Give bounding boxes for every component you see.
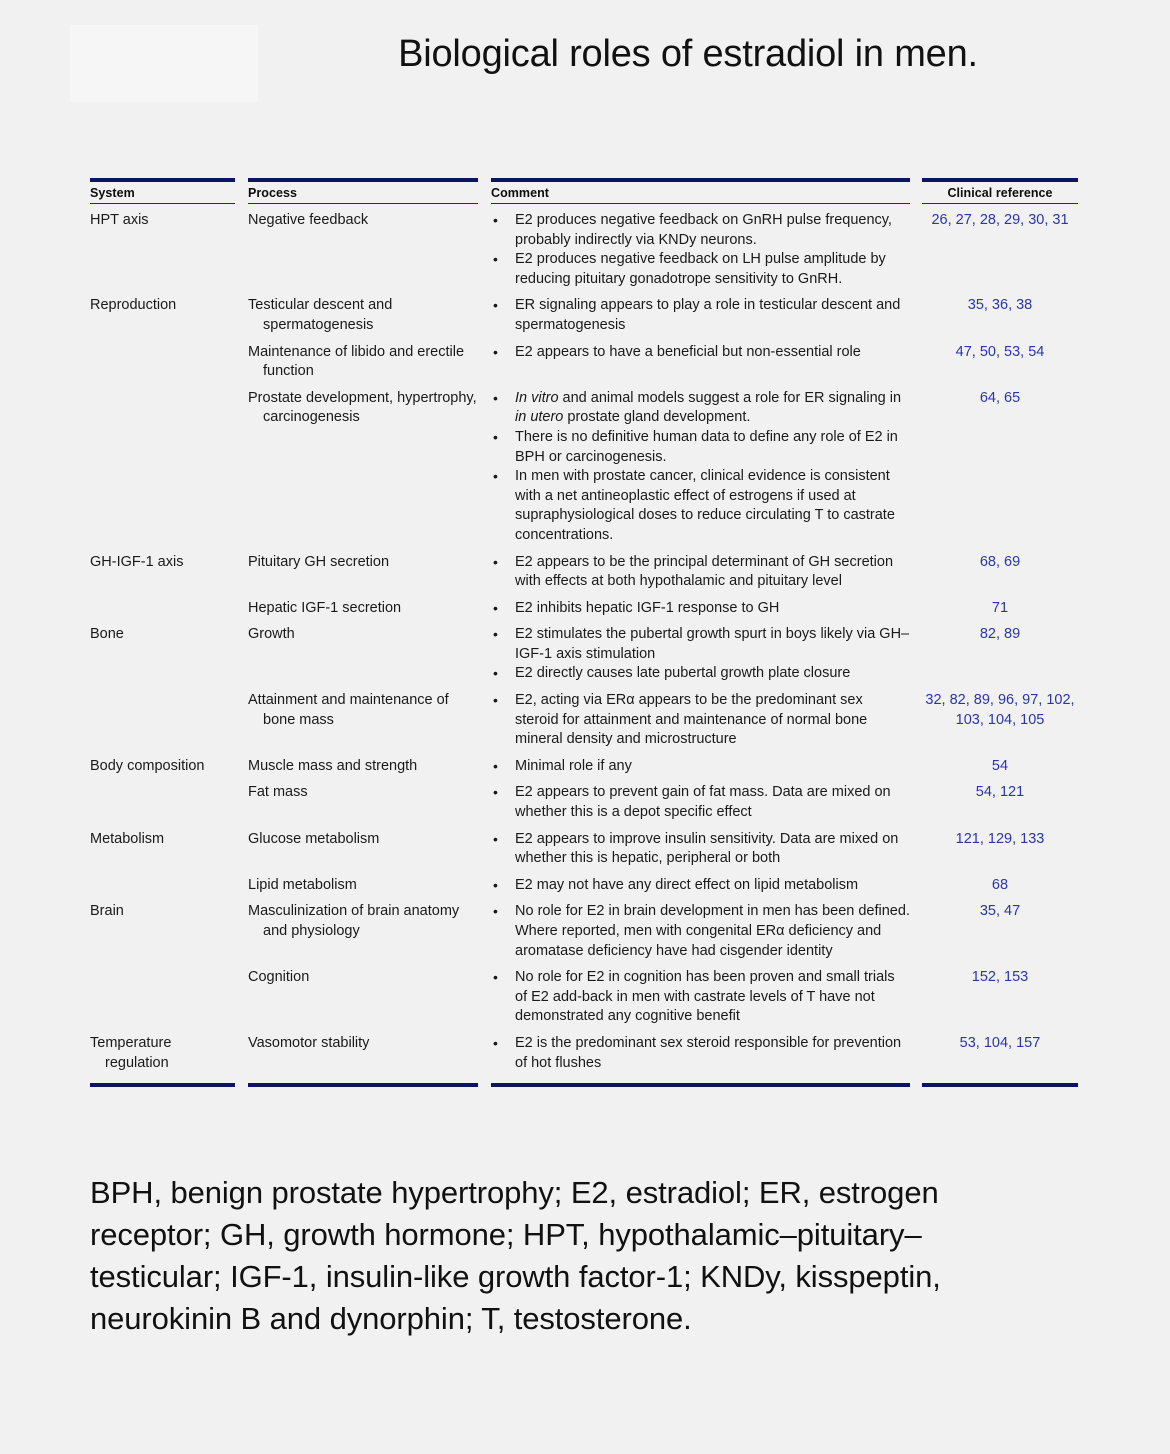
cell-comment (491, 336, 910, 382)
table-row (90, 750, 1078, 777)
cell-gap (478, 382, 491, 546)
cell-gap (910, 869, 922, 896)
cell-comment (491, 895, 910, 961)
bullet-icon: • (493, 428, 498, 445)
table-row (90, 684, 1078, 750)
rule-segment (90, 1085, 235, 1087)
comment-item: • No role for E2 in cognition has been proven and small trials of E2 add-back in men with castrate levels of T have not demonstrated any cognitive benefit (493, 969, 895, 1025)
bullet-icon: • (493, 297, 498, 314)
cell-comment (491, 382, 910, 546)
cell-process (248, 289, 478, 335)
process-label: Fat mass (248, 784, 308, 801)
cell-gap (235, 776, 248, 822)
cell-clinical-reference (922, 382, 1078, 546)
emphasis-text: In vitro (515, 389, 559, 406)
cell-gap (235, 289, 248, 335)
table-row (90, 895, 1078, 961)
cell-comment (491, 776, 910, 822)
cell-gap (910, 336, 922, 382)
cell-system (90, 618, 235, 684)
cell-comment (491, 1027, 910, 1085)
cell-comment (491, 618, 910, 684)
reference-numbers: 47, 50, 53, 54 (955, 343, 1045, 360)
bullet-icon: • (493, 969, 498, 986)
rule-segment (248, 1085, 478, 1087)
cell-system (90, 592, 235, 619)
cell-clinical-reference (922, 618, 1078, 684)
cell-system (90, 289, 235, 335)
cell-gap (478, 895, 491, 961)
cell-comment (491, 961, 910, 1027)
table-row (90, 592, 1078, 619)
comment-list (491, 830, 910, 869)
comment-list (491, 902, 910, 961)
table-row (90, 869, 1078, 896)
reference-numbers: 82, 89 (979, 626, 1021, 643)
cell-system (90, 546, 235, 592)
bullet-icon: • (493, 468, 498, 485)
table-row (90, 776, 1078, 822)
cell-process (248, 823, 478, 869)
column-header-process: Process (248, 180, 478, 204)
cell-gap (235, 592, 248, 619)
cell-process (248, 382, 478, 546)
reference-numbers: 68, 69 (979, 553, 1021, 570)
cell-system (90, 750, 235, 777)
cell-gap (910, 546, 922, 592)
cell-system (90, 869, 235, 896)
system-label: GH-IGF-1 axis (90, 553, 184, 570)
bullet-icon: • (493, 389, 498, 406)
cell-gap (910, 895, 922, 961)
comment-item: • In vitro and animal models suggest a role for ER signaling in in utero prostate gland development. (493, 389, 902, 426)
reference-numbers: 64, 65 (979, 389, 1021, 406)
system-label: Reproduction (90, 297, 177, 314)
comment-item: • E2 appears to improve insulin sensitivity. Data are mixed on whether this is hepatic, peripheral or both (493, 830, 899, 867)
estradiol-roles-table (90, 178, 1078, 1087)
cell-comment (491, 823, 910, 869)
system-label: Brain (90, 903, 124, 920)
cell-process (248, 204, 478, 290)
cell-gap (235, 618, 248, 684)
comment-list (491, 968, 910, 1027)
cell-comment (491, 869, 910, 896)
table-row (90, 1027, 1078, 1085)
comment-list (491, 1034, 910, 1073)
header-band (0, 0, 1170, 128)
process-label: Glucose metabolism (248, 830, 380, 847)
table-header-row (90, 180, 1078, 204)
cell-gap (478, 289, 491, 335)
cell-gap (910, 823, 922, 869)
cell-gap (235, 869, 248, 896)
reference-numbers: 35, 36, 38 (967, 297, 1033, 314)
bullet-icon: • (493, 903, 498, 920)
page-title: Biological roles of estradiol in men. (398, 33, 978, 75)
bullet-icon: • (493, 599, 498, 616)
cell-gap (910, 618, 922, 684)
comment-item: • E2 is the predominant sex steroid responsible for prevention of hot flushes (493, 1034, 902, 1071)
comment-list (491, 625, 910, 684)
system-label: Bone (90, 626, 124, 643)
cell-gap (910, 684, 922, 750)
cell-clinical-reference (922, 592, 1078, 619)
cell-clinical-reference (922, 895, 1078, 961)
cell-gap (478, 869, 491, 896)
bullet-icon: • (493, 553, 498, 570)
table-body (90, 204, 1078, 1088)
cell-gap (235, 750, 248, 777)
cell-gap (478, 618, 491, 684)
cell-system (90, 776, 235, 822)
comment-item: • E2 appears to prevent gain of fat mass. Data are mixed on whether this is a depot specific effect (493, 784, 891, 821)
cell-comment (491, 546, 910, 592)
system-label: Metabolism (90, 830, 165, 847)
cell-system (90, 895, 235, 961)
process-label: Attainment and maintenance of bone mass (248, 692, 449, 728)
table-row (90, 204, 1078, 290)
process-label: Cognition (248, 969, 310, 986)
rule-segment (491, 1085, 910, 1087)
cell-system (90, 382, 235, 546)
cell-system (90, 684, 235, 750)
rule-gap (478, 1085, 491, 1087)
process-label: Testicular descent and spermatogenesis (248, 297, 393, 333)
table-row (90, 546, 1078, 592)
cell-gap (478, 961, 491, 1027)
comment-list (491, 296, 910, 335)
bullet-icon: • (493, 830, 498, 847)
reference-numbers: 152, 153 (971, 969, 1029, 986)
cell-gap (910, 592, 922, 619)
comment-item: • E2 inhibits hepatic IGF-1 response to GH (491, 599, 910, 619)
cell-clinical-reference (922, 546, 1078, 592)
process-label: Negative feedback (248, 212, 369, 228)
cell-clinical-reference (922, 750, 1078, 777)
reference-numbers: 54 (991, 757, 1009, 774)
comment-list (491, 553, 910, 592)
table-bottom-rule (90, 1085, 1078, 1087)
column-gap (910, 180, 922, 204)
reference-numbers: 26, 27, 28, 29, 30, 31 (931, 212, 1069, 228)
cell-clinical-reference (922, 1027, 1078, 1085)
comment-list (491, 691, 910, 750)
process-label: Prostate development, hypertrophy, carcinogenesis (248, 389, 477, 426)
reference-numbers: 54, 121 (975, 784, 1025, 801)
cell-process (248, 592, 478, 619)
comment-item: • E2 may not have any direct effect on lipid metabolism (491, 876, 910, 896)
bullet-icon: • (493, 251, 498, 268)
cell-gap (478, 546, 491, 592)
cell-gap (478, 1027, 491, 1085)
bullet-icon: • (493, 1034, 498, 1051)
cell-comment (491, 592, 910, 619)
column-gap (235, 180, 248, 204)
column-header-comment: Comment (491, 180, 910, 204)
process-label: Masculinization of brain anatomy and physiology (248, 903, 460, 939)
cell-process (248, 776, 478, 822)
cell-gap (235, 204, 248, 290)
process-label: Muscle mass and strength (248, 757, 418, 774)
cell-comment (491, 750, 910, 777)
cell-process (248, 1027, 478, 1085)
table-row (90, 618, 1078, 684)
cell-gap (235, 961, 248, 1027)
comment-list (491, 757, 910, 777)
comment-item: • E2 produces negative feedback on LH pulse amplitude by reducing pituitary gonadotrope sensitivity to GnRH. (493, 251, 886, 287)
bullet-icon: • (493, 692, 498, 709)
comment-list (491, 599, 910, 619)
comment-item: • E2 appears to be the principal determinant of GH secretion with effects at both hypothalamic and pituitary level (493, 553, 894, 590)
cell-gap (478, 823, 491, 869)
cell-gap (910, 961, 922, 1027)
cell-gap (910, 382, 922, 546)
table-row (90, 823, 1078, 869)
rule-gap (910, 1085, 922, 1087)
cell-process (248, 895, 478, 961)
comment-item: • ER signaling appears to play a role in testicular descent and spermatogenesis (493, 297, 901, 333)
bullet-icon: • (493, 626, 498, 643)
cell-process (248, 750, 478, 777)
comment-item: • E2 appears to have a beneficial but non-essential role (491, 343, 910, 363)
cell-system (90, 1027, 235, 1085)
comment-item: • There is no definitive human data to define any role of E2 in BPH or carcinogenesis. (493, 428, 898, 465)
cell-gap (478, 592, 491, 619)
footnote-abbreviations: BPH, benign prostate hypertrophy; E2, estradiol; ER, estrogen receptor; GH, growth hormone; HPT, hypothalamic–pituitary–testicular; IGF-1, insulin-like growth factor-1; KNDy, kisspeptin, neurokinin B and dynorphin; T, testosterone. (90, 1175, 941, 1336)
cell-process (248, 869, 478, 896)
cell-clinical-reference (922, 204, 1078, 290)
system-label: HPT axis (90, 212, 149, 228)
cell-clinical-reference (922, 961, 1078, 1027)
cell-system (90, 961, 235, 1027)
cell-process (248, 336, 478, 382)
comment-item: • Minimal role if any (491, 757, 910, 777)
cell-process (248, 546, 478, 592)
comment-item: • E2, acting via ERα appears to be the predominant sex steroid for attainment and maintenance of normal bone mineral density and microstructure (493, 692, 868, 748)
bullet-icon: • (493, 212, 498, 228)
cell-process (248, 961, 478, 1027)
cell-gap (235, 336, 248, 382)
column-header-system: System (90, 180, 235, 204)
bullet-icon: • (493, 757, 498, 774)
comment-item: • No role for E2 in brain development in men has been defined. Where reported, men with congenital ERα deficiency and aromatase deficiency have had cisgender identity (493, 903, 910, 959)
cell-gap (478, 204, 491, 290)
cell-clinical-reference (922, 289, 1078, 335)
reference-numbers: 121, 129, 133 (955, 830, 1045, 847)
cell-gap (478, 750, 491, 777)
table-container (90, 178, 1078, 1087)
comment-item: • E2 directly causes late pubertal growth plate closure (491, 664, 910, 684)
comment-item: • E2 produces negative feedback on GnRH pulse frequency, probably indirectly via KNDy neurons. (493, 212, 892, 248)
cell-gap (478, 336, 491, 382)
process-label: Hepatic IGF-1 secretion (248, 599, 402, 616)
comment-list (491, 389, 910, 546)
comment-list (491, 783, 910, 822)
bullet-icon: • (493, 876, 498, 893)
cell-gap (235, 823, 248, 869)
cell-clinical-reference (922, 336, 1078, 382)
process-label: Maintenance of libido and erectile function (248, 343, 465, 380)
cell-gap (910, 1027, 922, 1085)
cell-gap (235, 895, 248, 961)
bullet-icon: • (493, 343, 498, 360)
cell-clinical-reference (922, 869, 1078, 896)
table-row (90, 336, 1078, 382)
cell-comment (491, 684, 910, 750)
cell-clinical-reference (922, 684, 1078, 750)
rule-gap (235, 1085, 248, 1087)
comment-list (491, 211, 910, 289)
cell-system (90, 204, 235, 290)
cell-gap (910, 776, 922, 822)
table-head (90, 180, 1078, 204)
cell-gap (235, 684, 248, 750)
process-label: Pituitary GH secretion (248, 553, 390, 570)
reference-numbers: 32, 82, 89, 96, 97, 102, 103, 104, 105 (925, 692, 1075, 728)
reference-numbers: 35, 47 (979, 903, 1021, 920)
table-row (90, 289, 1078, 335)
bullet-icon: • (493, 784, 498, 801)
column-gap (478, 180, 491, 204)
reference-numbers: 71 (991, 599, 1009, 616)
cell-gap (235, 546, 248, 592)
table-row (90, 382, 1078, 546)
comment-item: • In men with prostate cancer, clinical evidence is consistent with a net antineoplastic effect of estrogens if used at supraphysiological doses to reduce circulating T to castrate concentrations. (493, 468, 895, 543)
reference-numbers: 53, 104, 157 (959, 1034, 1041, 1051)
cell-gap (910, 750, 922, 777)
cell-gap (910, 289, 922, 335)
system-label: Body composition (90, 757, 205, 774)
comment-list (491, 343, 910, 363)
table-row (90, 961, 1078, 1027)
cell-process (248, 618, 478, 684)
comment-list (491, 876, 910, 896)
process-label: Growth (248, 626, 295, 643)
cell-comment (491, 204, 910, 290)
cell-gap (910, 204, 922, 290)
comment-item: • E2 stimulates the pubertal growth spurt in boys likely via GH–IGF-1 axis stimulation (493, 626, 910, 662)
cell-system (90, 823, 235, 869)
cell-gap (478, 684, 491, 750)
cell-clinical-reference (922, 776, 1078, 822)
reference-numbers: 68 (991, 876, 1009, 893)
process-label: Lipid metabolism (248, 876, 357, 893)
cell-clinical-reference (922, 823, 1078, 869)
cell-process (248, 684, 478, 750)
process-label: Vasomotor stability (248, 1034, 370, 1051)
cell-system (90, 336, 235, 382)
column-header-clinical-reference: Clinical reference (922, 180, 1078, 204)
header-logo-placeholder (70, 25, 258, 102)
rule-segment (922, 1085, 1078, 1087)
emphasis-text: in utero (515, 409, 564, 426)
cell-gap (235, 1027, 248, 1085)
bullet-icon: • (493, 665, 498, 682)
cell-gap (235, 382, 248, 546)
cell-gap (478, 776, 491, 822)
cell-comment (491, 289, 910, 335)
system-label: Temperature regulation (90, 1034, 172, 1071)
